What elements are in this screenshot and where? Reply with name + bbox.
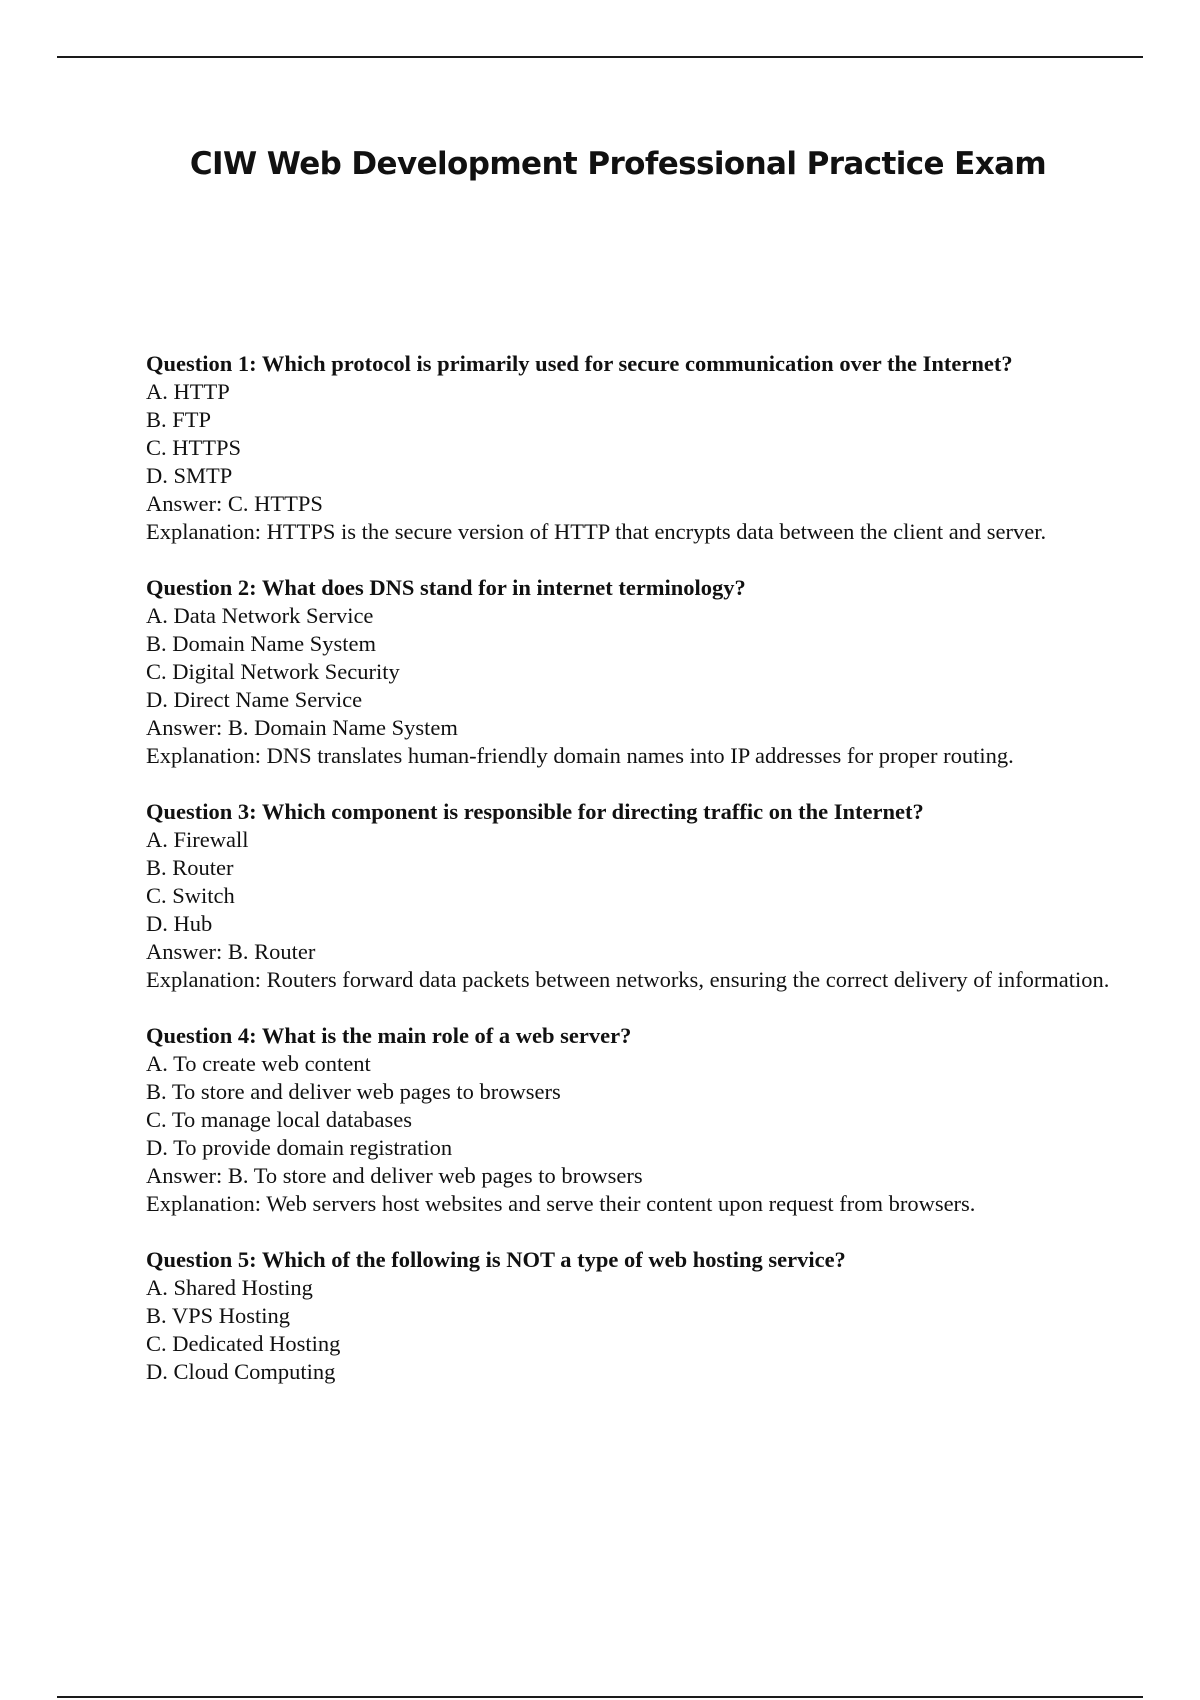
- question-5: [146, 1246, 1146, 1386]
- question-3-option-a: A. Firewall: [146, 827, 249, 852]
- question-5-option-a: A. Shared Hosting: [146, 1275, 313, 1300]
- question-2-option-d: D. Direct Name Service: [146, 687, 363, 712]
- question-2-explanation: Explanation: DNS translates human-friendly domain names into IP addresses for proper routing.: [146, 743, 1014, 768]
- question-3-explanation: Explanation: Routers forward data packets between networks, ensuring the correct delivery of information.: [146, 967, 1110, 992]
- question-3-answer: Answer: B. Router: [146, 939, 316, 964]
- question-2-text: Question 2: What does DNS stand for in internet terminology?: [146, 575, 746, 600]
- question-5-option-d: D. Cloud Computing: [146, 1359, 336, 1384]
- question-5-text: Question 5: Which of the following is NOT a type of web hosting service?: [146, 1247, 846, 1272]
- question-2-option-a: A. Data Network Service: [146, 603, 374, 628]
- question-4-option-a: A. To create web content: [146, 1051, 371, 1076]
- question-4-text: Question 4: What is the main role of a web server?: [146, 1023, 632, 1048]
- question-4-option-b: B. To store and deliver web pages to browsers: [146, 1079, 561, 1104]
- question-3-text: Question 3: Which component is responsible for directing traffic on the Internet?: [146, 799, 924, 824]
- question-1-option-a: A. HTTP: [146, 379, 230, 404]
- question-1-answer: Answer: C. HTTPS: [146, 491, 323, 516]
- question-2-answer: Answer: B. Domain Name System: [146, 715, 458, 740]
- question-1-option-c: C. HTTPS: [146, 435, 242, 460]
- bottom-rule: [57, 1696, 1143, 1698]
- question-2-option-c: C. Digital Network Security: [146, 659, 400, 684]
- question-4-answer: Answer: B. To store and deliver web pages to browsers: [146, 1163, 643, 1188]
- question-list: [146, 350, 1146, 1414]
- question-4-option-d: D. To provide domain registration: [146, 1135, 453, 1160]
- question-2-option-b: B. Domain Name System: [146, 631, 376, 656]
- question-3-option-d: D. Hub: [146, 911, 213, 936]
- question-1-option-b: B. FTP: [146, 407, 212, 432]
- question-3-option-c: C. Switch: [146, 883, 235, 908]
- question-5-option-c: C. Dedicated Hosting: [146, 1331, 341, 1356]
- question-5-option-b: B. VPS Hosting: [146, 1303, 291, 1328]
- page-title: CIW Web Development Professional Practice Exam: [189, 146, 1047, 182]
- question-4-explanation: Explanation: Web servers host websites and serve their content upon request from browsers.: [146, 1191, 976, 1216]
- top-rule: [57, 56, 1143, 58]
- question-1-option-d: D. SMTP: [146, 463, 233, 488]
- question-1-text: Question 1: Which protocol is primarily used for secure communication over the Internet?: [146, 351, 1013, 376]
- question-1: [146, 350, 1146, 546]
- question-4: [146, 1022, 1146, 1218]
- question-3-option-b: B. Router: [146, 855, 234, 880]
- question-2: [146, 574, 1146, 770]
- question-1-explanation: Explanation: HTTPS is the secure version of HTTP that encrypts data between the client and server.: [146, 519, 1047, 544]
- question-4-option-c: C. To manage local databases: [146, 1107, 413, 1132]
- question-3: [146, 798, 1146, 994]
